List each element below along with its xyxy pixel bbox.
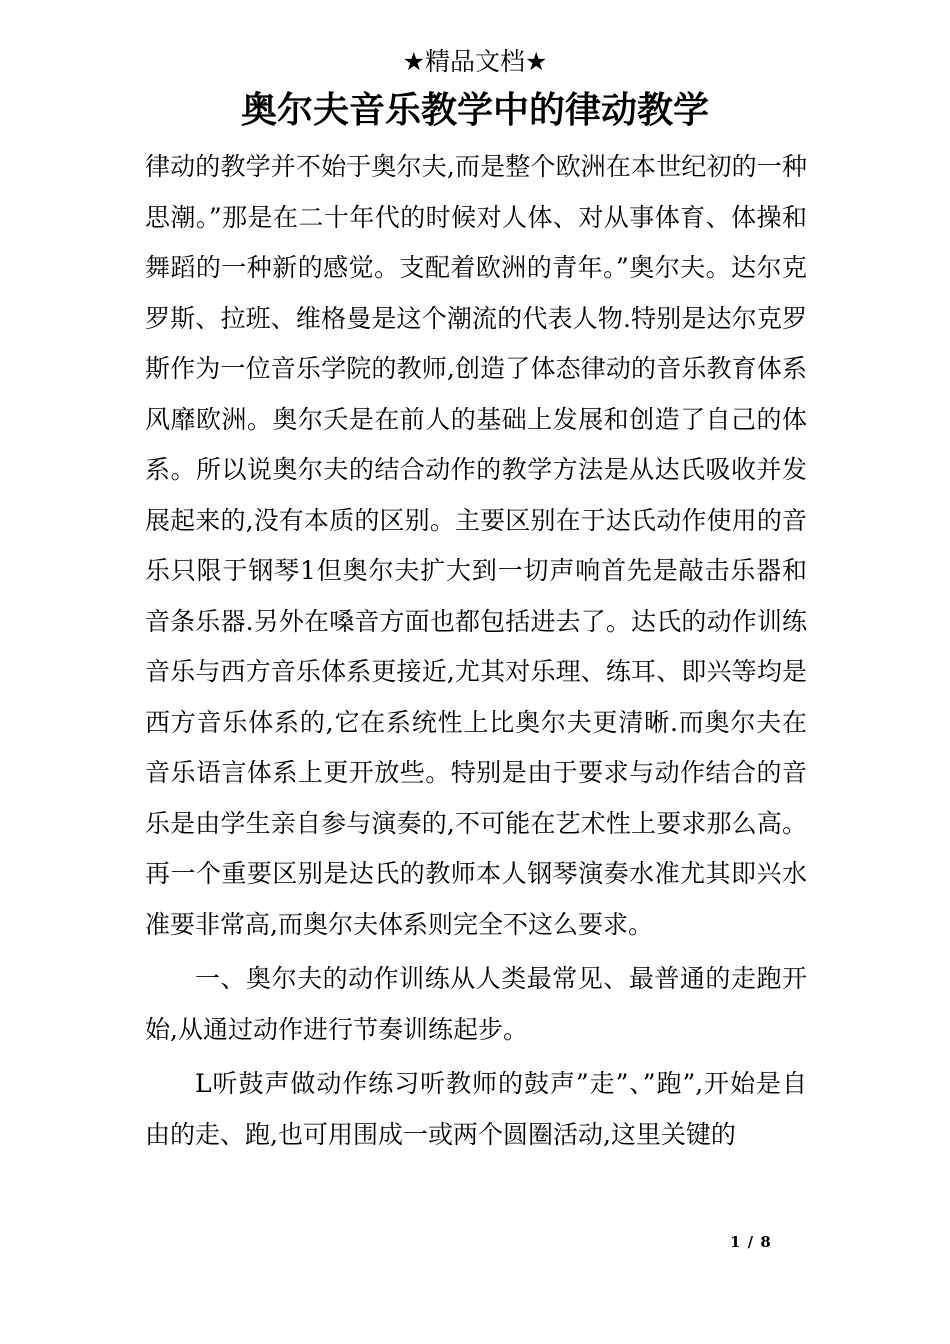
paragraph-1: 律动的教学并不始于奥尔夫,而是整个欧洲在本世纪初的一种思潮。”那是在二十年代的时候对人体、对从事体育、体操和舞蹈的一种新的感觉。支配着欧洲的青年。”奥尔夫。达尔克罗斯、拉班、维格曼是这个潮流的代表人物.特别是达尔克罗斯作为一位音乐学院的教师,创造了体态律动的音乐教育体系风靡欧洲。奥尔夭是在前人的基础上发展和创造了自己的体系。所以说奥尔夫的结合动作的教学方法是从达氏吸收并发展起来的,没有本质的区别。主要区别在于达氏动作使用的音乐只限于钢琴1但奥尔夫扩大到一切声响首先是敲击乐器和音条乐器.另外在嗓音方面也都包括进去了。达氏的动作训练音乐与西方音乐体系更接近,尤其对乐理、练耳、即兴等均是西方音乐体系的,它在系统性上比奥尔夫更清晰.而奥尔夫在音乐语言体系上更开放些。特别是由于要求与动作结合的音乐是由学生亲自参与演奏的,不可能在艺术性上要求那么高。再一个重要区别是达氏的教师本人钢琴演奏水准尤其即兴水准要非常高,而奥尔夫体系则完全不这么要求。 <box>145 152 807 939</box>
document-body <box>145 142 807 1160</box>
page-number: 1 / 8 <box>730 1233 772 1251</box>
document-title: 奥尔夫音乐教学中的律动教学 <box>240 90 709 131</box>
document-header-badge: ★精品文档★ <box>402 47 548 76</box>
paragraph-2: 一、奥尔夫的动作训练从人类最常见、最普通的走跑开始,从通过动作进行节奏训练起步。 <box>145 964 807 1044</box>
paragraph-3: L听鼓声做动作练习听教师的鼓声”走”、”跑”,开始是自由的走、跑,也可用围成一或两个圆圈活动,这里关键的 <box>145 1069 807 1149</box>
